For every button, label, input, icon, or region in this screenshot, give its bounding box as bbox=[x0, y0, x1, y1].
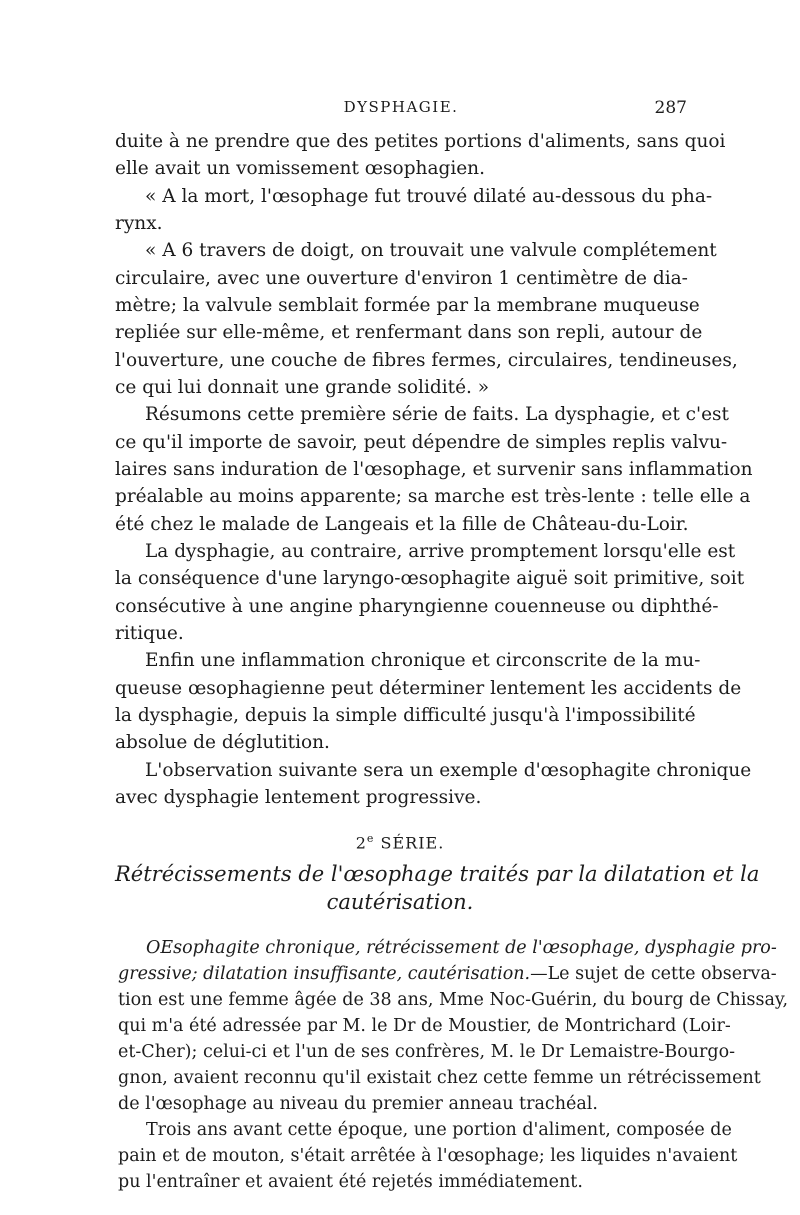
text-line: avec dysphagie lentement progressive. bbox=[115, 787, 482, 808]
observation-line: tion est une femme âgée de 38 ans, Mme Noc-Guérin, du bourg de Chissay, bbox=[118, 990, 789, 1010]
series-heading bbox=[115, 825, 685, 852]
text-line: préalable au moins apparente; sa marche est très-lente : telle elle a bbox=[115, 486, 751, 507]
text-line: repliée sur elle-même, et renfermant dans son repli, autour de bbox=[115, 322, 703, 343]
text-line: absolue de déglutition. bbox=[115, 732, 330, 753]
text-line: circulaire, avec une ouverture d'environ 1 centimètre de dia- bbox=[115, 268, 688, 289]
observation-title-continued bbox=[118, 961, 777, 987]
section-title-line: cautérisation. bbox=[326, 890, 474, 914]
text-line: « A 6 travers de doigt, on trouvait une valvule complétement bbox=[145, 240, 717, 261]
text-line: L'observation suivante sera un exemple d'œsophagite chronique bbox=[145, 760, 752, 781]
text-line: ritique. bbox=[115, 623, 184, 644]
text-line: queuse œsophagienne peut déterminer lentement les accidents de bbox=[115, 678, 742, 699]
observation-title: OEsophagite chronique, rétrécissement de l'œsophage, dysphagie pro- bbox=[146, 938, 777, 958]
text-line: Résumons cette première série de faits. La dysphagie, et c'est bbox=[145, 404, 729, 425]
observation-line: pain et de mouton, s'était arrêtée à l'œsophage; les liquides n'avaient bbox=[118, 1146, 738, 1166]
text-line: été chez le malade de Langeais et la fille de Château-du-Loir. bbox=[115, 514, 689, 535]
text-line: mètre; la valvule semblait formée par la membrane muqueuse bbox=[115, 295, 700, 316]
observation-line: Trois ans avant cette époque, une portion d'aliment, composée de bbox=[146, 1120, 732, 1140]
text-line: La dysphagie, au contraire, arrive promptement lorsqu'elle est bbox=[145, 541, 736, 562]
page-number: 287 bbox=[654, 98, 687, 118]
observation-line: de l'œsophage au niveau du premier anneau trachéal. bbox=[118, 1094, 598, 1114]
text-line: ce qu'il importe de savoir, peut dépendre de simples replis valvu- bbox=[115, 432, 728, 453]
text-line: consécutive à une angine pharyngienne couenneuse ou diphthé- bbox=[115, 596, 719, 617]
observation-line: gnon, avaient reconnu qu'il existait chez cette femme un rétrécissement bbox=[118, 1068, 761, 1088]
text-line: laires sans induration de l'œsophage, et survenir sans inflammation bbox=[115, 459, 753, 480]
page-header bbox=[115, 98, 687, 122]
observation-line: qui m'a été adressée par M. le Dr de Moustier, de Montrichard (Loir- bbox=[118, 1016, 731, 1036]
text-line: la dysphagie, depuis la simple difficulté jusqu'à l'impossibilité bbox=[115, 705, 696, 726]
series-superscript: e bbox=[366, 832, 375, 845]
observation-text-start: —Le sujet de cette observa- bbox=[530, 964, 777, 984]
text-line: duite à ne prendre que des petites portions d'aliments, sans quoi bbox=[115, 131, 726, 152]
text-line: l'ouverture, une couche de fibres fermes, circulaires, tendineuses, bbox=[115, 350, 738, 371]
observation-line: pu l'entraîner et avaient été rejetés immédiatement. bbox=[118, 1172, 583, 1192]
text-line: rynx. bbox=[115, 213, 163, 234]
text-line: elle avait un vomissement œsophagien. bbox=[115, 158, 485, 179]
running-title: DYSPHAGIE. bbox=[343, 98, 459, 116]
series-label: SÉRIE. bbox=[380, 833, 445, 853]
series-number: 2 bbox=[355, 833, 367, 853]
text-line: ce qui lui donnait une grande solidité. » bbox=[115, 377, 490, 398]
observation-line: et-Cher); celui-ci et l'un de ses confrères, M. le Dr Lemaistre-Bourgo- bbox=[118, 1042, 736, 1062]
section-title-line: Rétrécissements de l'œsophage traités par la dilatation et la bbox=[115, 862, 760, 886]
observation-title-end: gressive; dilatation insuffisante, cautérisation. bbox=[118, 964, 531, 984]
text-line: « A la mort, l'œsophage fut trouvé dilaté au-dessous du pha- bbox=[145, 186, 713, 207]
text-line: la conséquence d'une laryngo-œsophagite aiguë soit primitive, soit bbox=[115, 568, 745, 589]
text-line: Enfin une inflammation chronique et circonscrite de la mu- bbox=[145, 650, 701, 671]
